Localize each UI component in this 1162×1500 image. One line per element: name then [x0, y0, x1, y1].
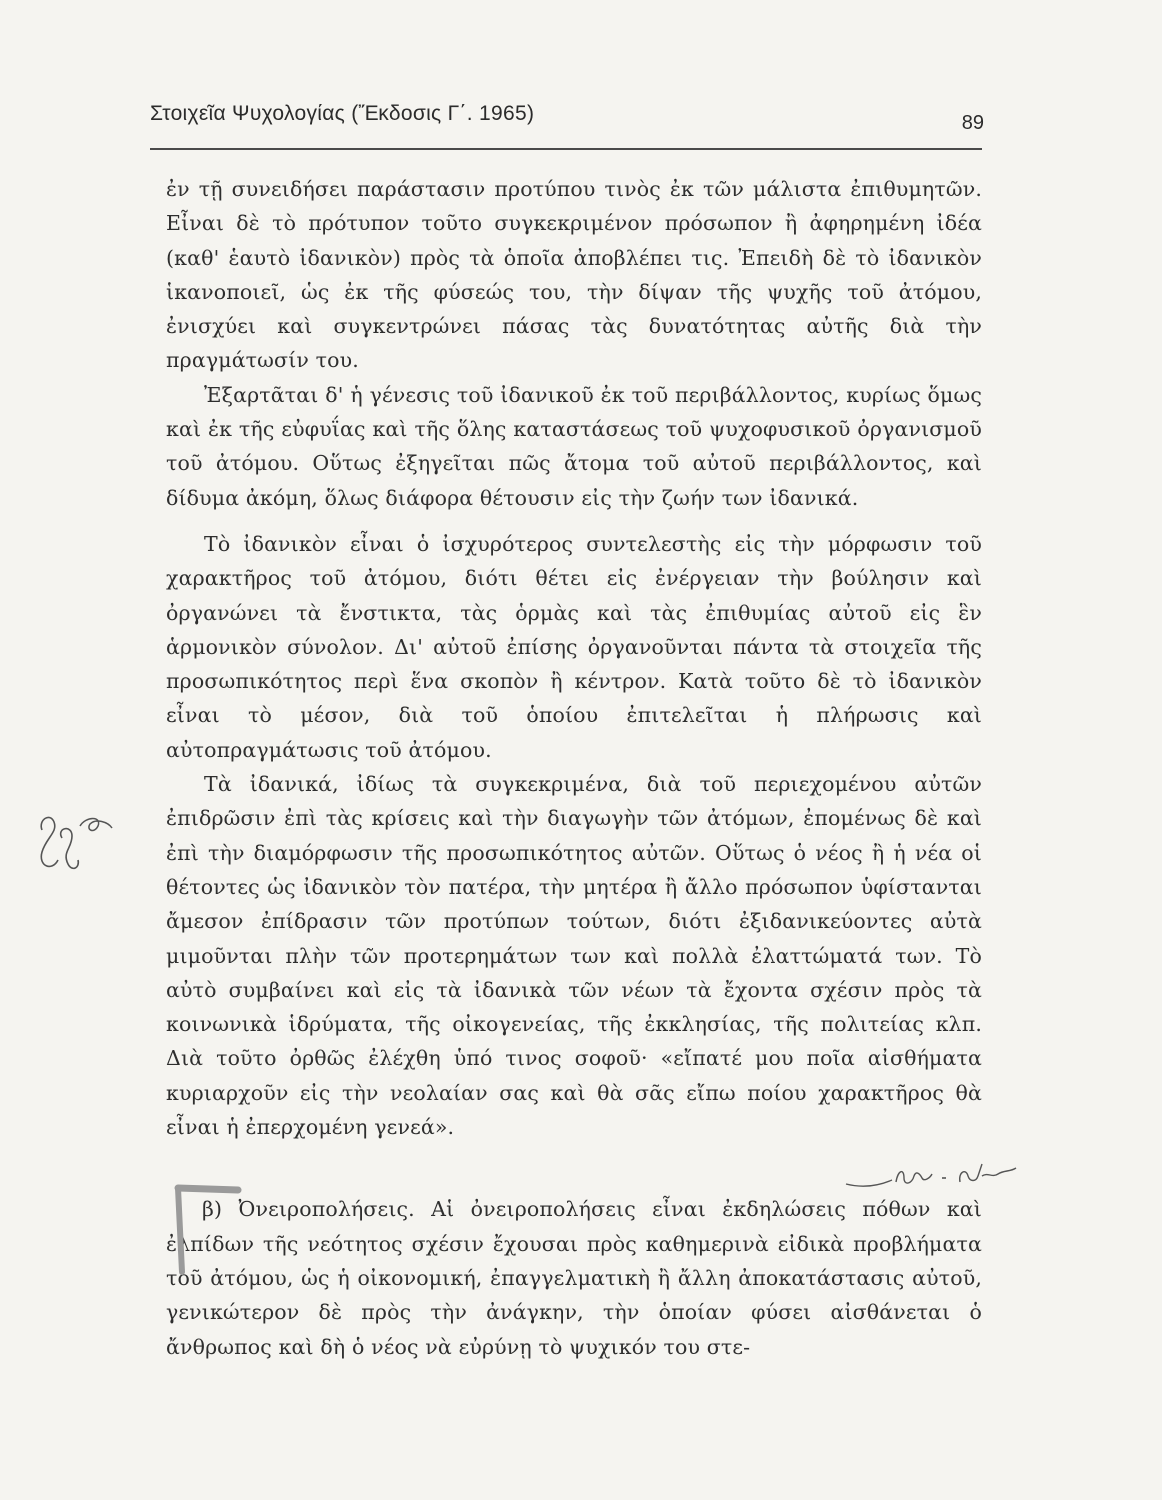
paragraph-2: Ἐξαρτᾶται δ' ἡ γένεσις τοῦ ἰδανικοῦ ἐκ τοῦ περιβάλλοντος, κυρίως ὅμως καὶ ἐκ τῆς εὐφυΐας καὶ τῆς ὅλης καταστάσεως τοῦ ψυχοφυσικοῦ ὀργανισμοῦ τοῦ ἀτόμου. Οὕτως ἐξηγεῖται πῶς ἄτομα τοῦ αὐτοῦ περιβάλλοντος, καὶ δίδυμα ἀκόμη, ὅλως διάφορα θέτουσιν εἰς τὴν ζωήν των ἰδανικά. — [166, 382, 982, 510]
book-title: Στοιχεῖα Ψυχολογίας (Ἔκδοσις Γ΄. 1965) — [150, 102, 535, 125]
margin-handwriting-mark — [28, 808, 118, 878]
header-divider — [150, 148, 982, 150]
running-header — [150, 98, 986, 138]
paragraph-3: Τὸ ἰδανικὸν εἶναι ὁ ἰσχυρότερος συντελεστὴς εἰς τὴν μόρφωσιν τοῦ χαρακτῆρος τοῦ ἀτόμου, διότι θέτει εἰς ἐνέργειαν τὴν βούλησιν καὶ ὀργανώνει τὰ ἔνστικτα, τὰς ὁρμὰς καὶ τὰς ἐπιθυμίας αὐτοῦ εἰς ἓν ἁρμονικὸν σύνολον. Δι' αὐτοῦ ἐπίσης ὀργανοῦνται πάντα τὰ στοιχεῖα τῆς προσωπικότητος περὶ ἕνα σκοπὸν ἢ κέντρον. Κατὰ τοῦτο δὲ τὸ ἰδανικὸν εἶναι τὸ μέσον, διὰ τοῦ ὁποίου ἐπιτελεῖται ἡ πλήρωσις καὶ αὐτοπραγμάτωσις τοῦ ἀτόμου. — [166, 531, 982, 762]
paragraph-4: Τὰ ἰδανικά, ἰδίως τὰ συγκεκριμένα, διὰ τοῦ περιεχομένου αὐτῶν ἐπιδρῶσιν ἐπὶ τὰς κρίσεις καὶ τὴν διαγωγὴν τῶν ἀτόμων, ἐπομένως δὲ καὶ ἐπὶ τὴν διαμόρφωσιν τῆς προσωπικότητος αὐτῶν. Οὕτως ὁ νέος ἢ ἡ νέα οἱ θέτοντες ὡς ἰδανικὸν τὸν πατέρα, τὴν μητέρα ἢ ἄλλο πρόσωπον ὑφίστανται ἄμεσον ἐπίδρασιν τῶν προτύπων τούτων, διότι ἐξιδανικεύοντες αὐτὰ μιμοῦνται πλὴν τῶν προτερημάτων των καὶ πολλὰ ἐλαττώματά των. Τὸ αὐτὸ συμβαίνει καὶ εἰς τὰ ἰδανικὰ τῶν νέων τὰ ἔχοντα σχέσιν πρὸς τὰ κοινωνικὰ ἱδρύματα, τῆς οἰκογενείας, τῆς ἐκκλησίας, τῆς πολιτείας κλπ. Διὰ τοῦτο ὀρθῶς ἐλέχθη ὑπό τινος σοφοῦ· «εἴπατέ μου ποῖα αἰσθήματα κυριαρχοῦν εἰς τὴν νεολαίαν σας καὶ θὰ σᾶς εἴπω ποίου χαρακτῆρος θὰ εἶναι ἡ ἐπερχομένη γενεά». — [166, 772, 982, 1140]
paragraph-1: ἐν τῇ συνειδήσει παράστασιν προτύπου τινὸς ἐκ τῶν μάλιστα ἐπιθυμητῶν. Εἶναι δὲ τὸ πρότυπον τοῦτο συγκεκριμένον πρόσωπον ἢ ἀφηρημένη ἰδέα (καθ' ἑαυτὸ ἰδανικὸν) πρὸς τὰ ὁποῖα ἀποβλέπει τις. Ἐπειδὴ δὲ τὸ ἰδανικὸν ἱκανοποιεῖ, ὡς ἐκ τῆς φύσεώς του, τὴν δίψαν τῆς ψυχῆς τοῦ ἀτόμου, ἐνισχύει καὶ συγκεντρώνει πάσας τὰς δυνατότητας αὐτῆς διὰ τὴν πραγμάτωσίν του. — [166, 177, 982, 373]
paragraph-5-section-b: β) Ὀνειροπολήσεις. Αἱ ὀνειροπολήσεις εἶναι ἐκδηλώσεις πόθων καὶ ἐλπίδων τῆς νεότητος σχέσιν ἔχουσαι πρὸς καθημερινὰ εἰδικὰ προβλήματα τοῦ ἀτόμου, ὡς ἡ οἰκονομική, ἐπαγγελματικὴ ἢ ἄλλη ἀποκατάστασις αὐτοῦ, γενικώτερον δὲ πρὸς τὴν ἀνάγκην, τὴν ὁποίαν φύσει αἰσθάνεται ὁ ἄνθρωπος καὶ δὴ ὁ νέος νὰ εὐρύνῃ τὸ ψυχικόν του στε- — [166, 1197, 982, 1359]
page-number: 89 — [961, 112, 984, 134]
pencil-bracket-mark — [156, 1180, 246, 1280]
handwritten-signoff-mark — [842, 1148, 1022, 1198]
